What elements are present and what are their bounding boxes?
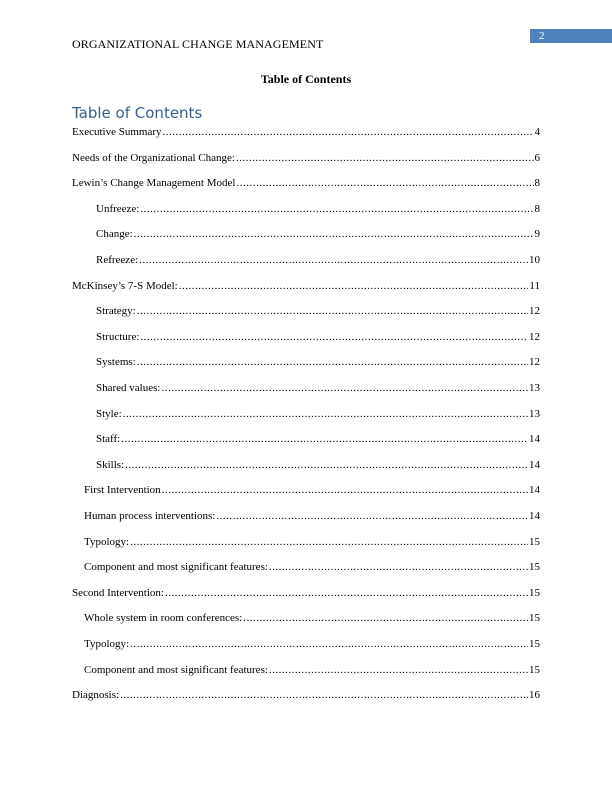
- toc-entry-label: Shared values:: [96, 382, 161, 394]
- toc-dot-leader: [137, 355, 528, 369]
- toc-entry-page: 12: [529, 305, 540, 318]
- toc-entry[interactable]: [72, 151, 540, 165]
- toc-dot-leader: [236, 151, 534, 165]
- toc-dot-leader: [140, 330, 528, 344]
- toc-entry-label: Diagnosis:: [72, 689, 120, 702]
- toc-entry[interactable]: [72, 560, 540, 574]
- toc-entry-label: Needs of the Organizational Change:: [72, 151, 235, 164]
- toc-dot-leader: [269, 663, 528, 677]
- toc-entry[interactable]: [72, 227, 540, 241]
- toc-entry[interactable]: [72, 483, 540, 497]
- toc-entry[interactable]: [72, 688, 540, 702]
- toc-entry-page: 8: [534, 202, 540, 215]
- toc-entry-page: 6: [534, 151, 540, 164]
- toc-entry-label: Change:: [96, 228, 133, 241]
- toc-entry[interactable]: [72, 458, 540, 472]
- toc-dot-leader: [130, 637, 528, 651]
- toc-entry-page: 15: [529, 586, 540, 599]
- toc-entry[interactable]: [72, 586, 540, 600]
- toc-entry-label: Whole system in room conferences:: [84, 612, 243, 625]
- toc-entry[interactable]: [72, 355, 540, 369]
- toc-dot-leader: [125, 458, 528, 472]
- toc-entry[interactable]: [72, 535, 540, 549]
- toc-entry-page: 14: [529, 458, 540, 471]
- document-title: Table of Contents: [260, 72, 352, 86]
- toc-entry[interactable]: [72, 381, 540, 395]
- toc-entry-page: 10: [529, 254, 540, 266]
- toc-entry-label: Systems:: [96, 356, 136, 369]
- toc-entry-label: Strategy:: [96, 305, 136, 318]
- toc-entry-page: 4: [534, 126, 540, 138]
- toc-dot-leader: [161, 381, 528, 395]
- toc-dot-leader: [120, 688, 528, 702]
- toc-dot-leader: [121, 432, 528, 446]
- toc-entry-page: 15: [529, 663, 540, 676]
- toc-entry-page: 13: [529, 407, 540, 420]
- toc-entry-label: Skills:: [96, 458, 125, 471]
- toc-entry[interactable]: [72, 637, 540, 651]
- toc-entry[interactable]: [72, 509, 540, 523]
- toc-dot-leader: [162, 483, 528, 497]
- toc-entry-label: Component and most significant features:: [84, 561, 268, 574]
- toc-entry-label: Human process interventions:: [84, 510, 216, 522]
- toc-entry-page: 16: [529, 689, 540, 702]
- toc-entry-page: 15: [529, 638, 540, 650]
- toc-dot-leader: [216, 509, 528, 523]
- toc-entry[interactable]: [72, 202, 540, 216]
- toc-dot-leader: [163, 125, 534, 139]
- toc-entry-label: Executive Summary: [72, 126, 162, 138]
- toc-entry-label: McKinsey’s 7-S Model:: [72, 279, 178, 292]
- toc-entry-page: 9: [534, 228, 540, 241]
- toc-entry-page: 8: [534, 177, 540, 190]
- toc-entry-label: Typology:: [84, 535, 130, 548]
- toc-entry-label: Style:: [96, 407, 122, 420]
- toc-entry-label: Staff:: [96, 433, 121, 446]
- toc-entry-page: 15: [529, 561, 540, 574]
- page-number-badge: [530, 29, 612, 43]
- toc-entry-label: First Intervention: [84, 484, 161, 497]
- toc-entry-label: Structure:: [96, 330, 140, 343]
- toc-dot-leader: [134, 227, 534, 241]
- toc-entry-label: Lewin’s Change Management Model: [72, 177, 236, 190]
- toc-entry[interactable]: [72, 407, 540, 421]
- toc-entry[interactable]: [72, 279, 540, 293]
- toc-entry[interactable]: [72, 176, 540, 190]
- page-number: 2: [539, 30, 545, 42]
- toc-dot-leader: [137, 304, 528, 318]
- toc-dot-leader: [139, 253, 528, 267]
- toc-entry-page: 15: [529, 535, 540, 548]
- toc-dot-leader: [269, 560, 528, 574]
- toc-entry[interactable]: [72, 253, 540, 267]
- toc-entry[interactable]: [72, 663, 540, 677]
- toc-entry-page: 14: [529, 510, 540, 522]
- toc-dot-leader: [243, 611, 528, 625]
- toc-entry-label: Typology:: [84, 638, 130, 650]
- toc-entry[interactable]: [72, 611, 540, 625]
- toc-entry-label: Component and most significant features:: [84, 663, 268, 676]
- toc-heading: Table of Contents: [72, 104, 203, 122]
- toc-entry-page: 15: [529, 612, 540, 625]
- toc-entry[interactable]: [72, 330, 540, 344]
- toc-entry-page: 14: [529, 433, 540, 446]
- toc-entry[interactable]: [72, 304, 540, 318]
- toc-dot-leader: [236, 176, 533, 190]
- toc-entry-label: Second Intervention:: [72, 586, 164, 599]
- toc-entry-page: 12: [529, 356, 540, 369]
- toc-dot-leader: [130, 535, 528, 549]
- toc-entry[interactable]: [72, 125, 540, 139]
- toc-dot-leader: [140, 202, 533, 216]
- toc-entry-page: 12: [529, 330, 540, 343]
- toc-entry-label: Unfreeze:: [96, 202, 140, 215]
- toc-entry-label: Refreeze:: [96, 254, 139, 266]
- running-head: ORGANIZATIONAL CHANGE MANAGEMENT: [72, 37, 324, 51]
- toc-dot-leader: [123, 407, 528, 421]
- toc-entry-page: 11: [529, 279, 540, 292]
- toc-entry-page: 14: [529, 484, 540, 497]
- toc-dot-leader: [179, 279, 529, 293]
- toc-entry[interactable]: [72, 432, 540, 446]
- toc-dot-leader: [165, 586, 528, 600]
- toc-entry-page: 13: [529, 382, 540, 394]
